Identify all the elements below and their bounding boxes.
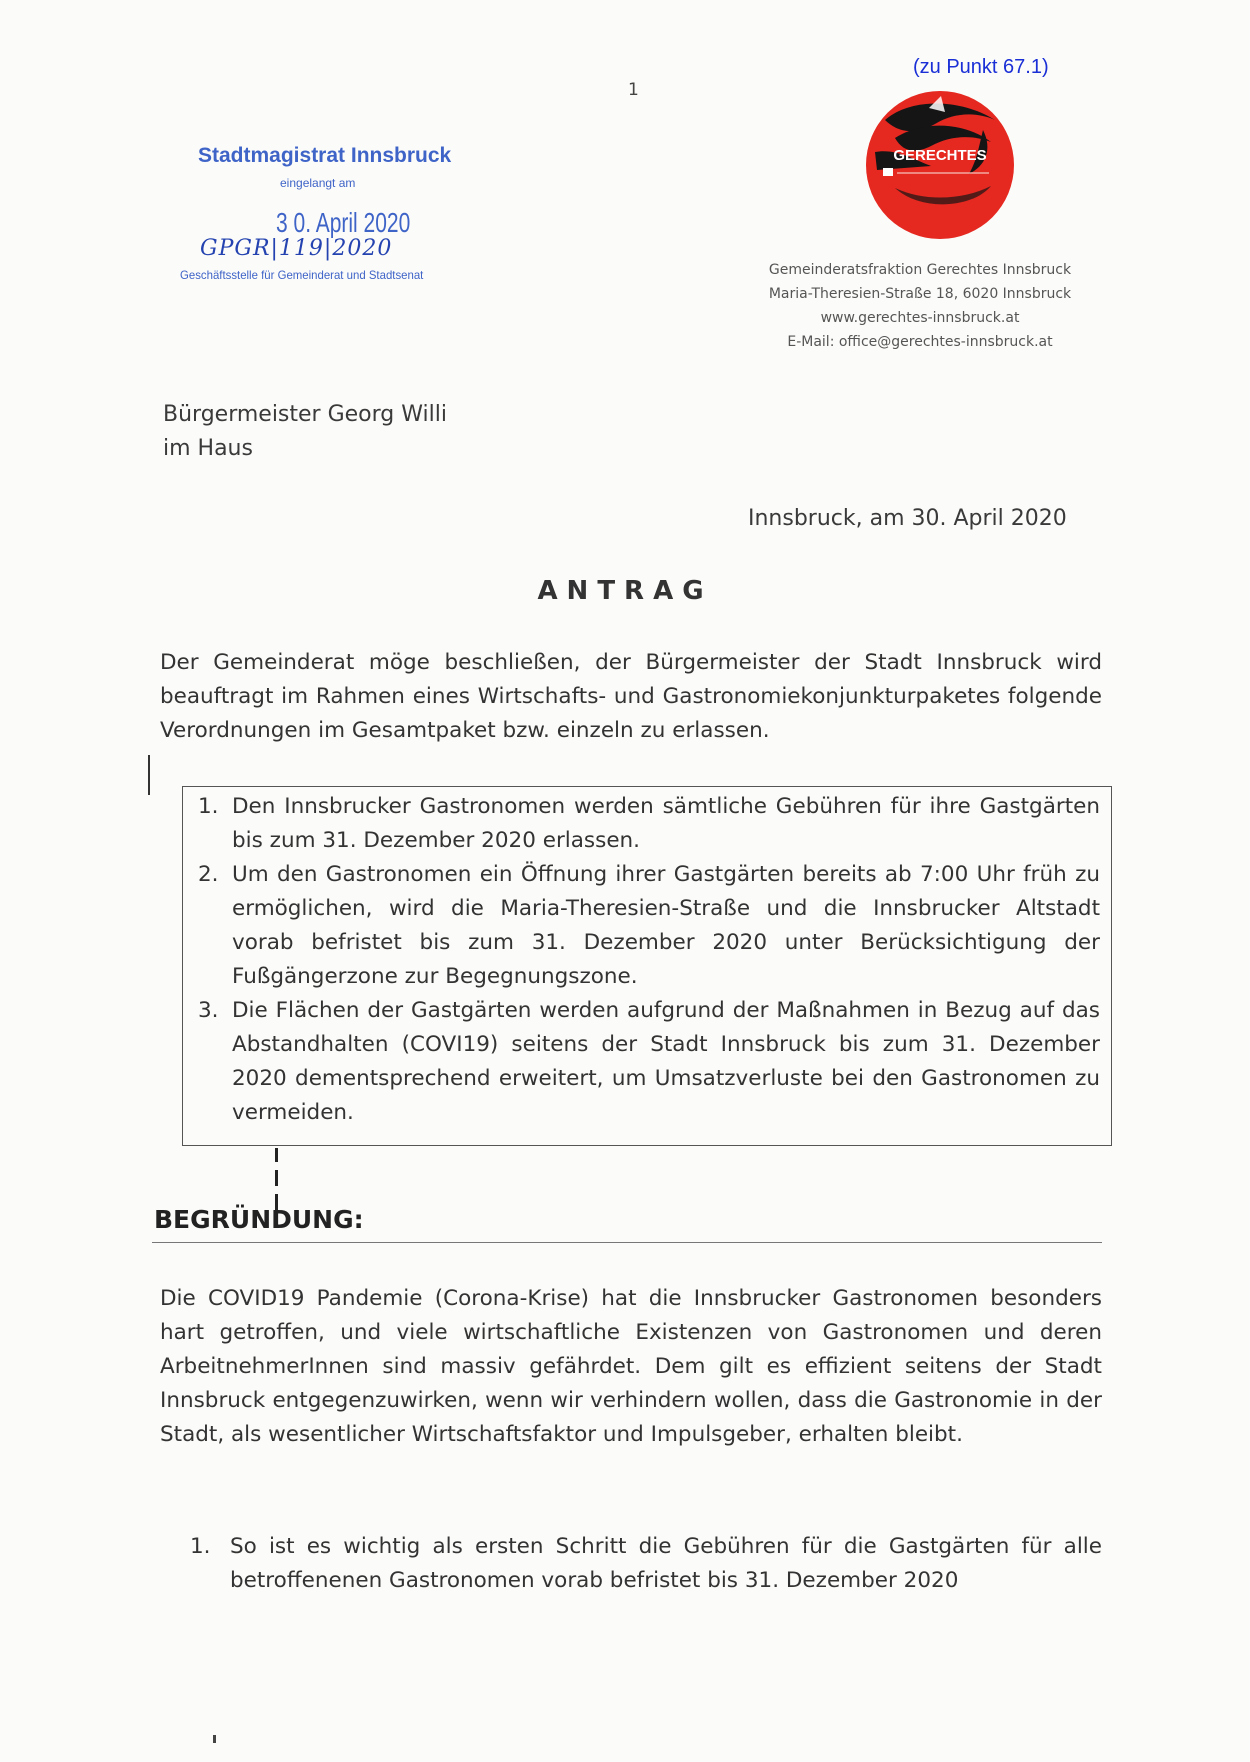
sender-name: Gemeinderatsfraktion Gerechtes Innsbruck	[768, 262, 1072, 278]
document-title: ANTRAG	[537, 576, 713, 606]
motion-item	[198, 790, 1100, 858]
heading-underline	[152, 1242, 1102, 1243]
page-number: 1	[628, 80, 639, 100]
scan-artifact	[275, 1170, 278, 1186]
motion-item-number: 2.	[198, 862, 219, 887]
party-logo	[865, 90, 1015, 240]
stamp-received-label: eingelangt am	[280, 176, 356, 190]
motion-item	[198, 994, 1100, 1130]
logo-text: GERECHTES	[893, 147, 987, 164]
recipient-block	[163, 398, 447, 466]
motion-item-number: 1.	[198, 794, 219, 819]
motion-item-text: Um den Gastronomen ein Öffnung ihrer Gastgärten bereits ab 7:00 Uhr früh zu ermöglichen, wird die Maria-Theresien-Straße und die Innsbrucker Altstadt vorab befristet bis zum 31. Dezember 2020 unter Berücksichtigung der Fußgängerzone zur Begegnungszone.	[232, 862, 1100, 989]
recipient-name: Bürgermeister Georg Willi	[163, 402, 447, 427]
sender-block	[700, 258, 1140, 354]
stamp-office: Stadtmagistrat Innsbruck	[198, 144, 452, 167]
document-date: Innsbruck, am 30. April 2020	[748, 506, 1067, 531]
justification-heading: BEGRÜNDUNG:	[154, 1205, 364, 1234]
justification-item-number: 1.	[190, 1534, 211, 1559]
justification-list	[190, 1530, 1102, 1598]
sender-email: E-Mail: office@gerechtes-innsbruck.at	[787, 334, 1053, 350]
motion-intro: Der Gemeinderat möge beschließen, der Bürgermeister der Stadt Innsbruck wird beauftragt im Rahmen eines Wirtschafts- und Gastronomiekonjunkturpaketes folgende Verordnungen im Gesamtpaket bzw. einzeln zu erlassen.	[160, 650, 1102, 743]
motion-item-text: Den Innsbrucker Gastronomen werden sämtliche Gebühren für ihre Gastgärten bis zum 31. Dezember 2020 erlassen.	[232, 794, 1100, 853]
motion-item-text: Die Flächen der Gastgärten werden aufgrund der Maßnahmen in Bezug auf das Abstandhalten (COVI19) seitens der Stadt Innsbruck bis zum 31. Dezember 2020 dementsprechend erweitert, um Umsatzverluste bei den Gastronomen zu vermeiden.	[232, 998, 1100, 1125]
justification-item-text: So ist es wichtig als ersten Schritt die Gebühren für die Gastgärten für alle betroffenenen Gastronomen vorab befristet bis 31. Dezember 2020	[230, 1534, 1102, 1593]
stamp-file-number: GPGR|119|2020	[200, 236, 393, 261]
agenda-reference-note: (zu Punkt 67.1)	[913, 56, 1049, 78]
motion-item-number: 3.	[198, 998, 219, 1023]
motion-item	[198, 858, 1100, 994]
justification-text: Die COVID19 Pandemie (Corona-Krise) hat die Innsbrucker Gastronomen besonders hart getroffen, und viele wirtschaftliche Existenzen von Gastronomen und deren ArbeitnehmerInnen sind massiv gefährdet. Dem gilt es effizient seitens der Stadt Innsbruck entgegenzuwirken, wenn wir verhindern wollen, dass die Gastronomie in der Stadt, als wesentlicher Wirtschaftsfaktor und Impulsgeber, erhalten bleibt.	[160, 1286, 1102, 1447]
recipient-location: im Haus	[163, 436, 253, 461]
margin-mark	[148, 755, 150, 795]
stamp-date: 3 0. April 2020	[276, 208, 411, 239]
sender-address: Maria-Theresien-Straße 18, 6020 Innsbruck	[768, 286, 1072, 302]
sender-website: www.gerechtes-innsbruck.at	[820, 310, 1020, 326]
stamp-department: Geschäftsstelle für Gemeinderat und Stadtsenat	[180, 268, 424, 282]
justification-item	[190, 1530, 1102, 1598]
scan-artifact	[275, 1148, 278, 1162]
motion-list	[198, 790, 1100, 1130]
scan-artifact	[213, 1735, 216, 1743]
